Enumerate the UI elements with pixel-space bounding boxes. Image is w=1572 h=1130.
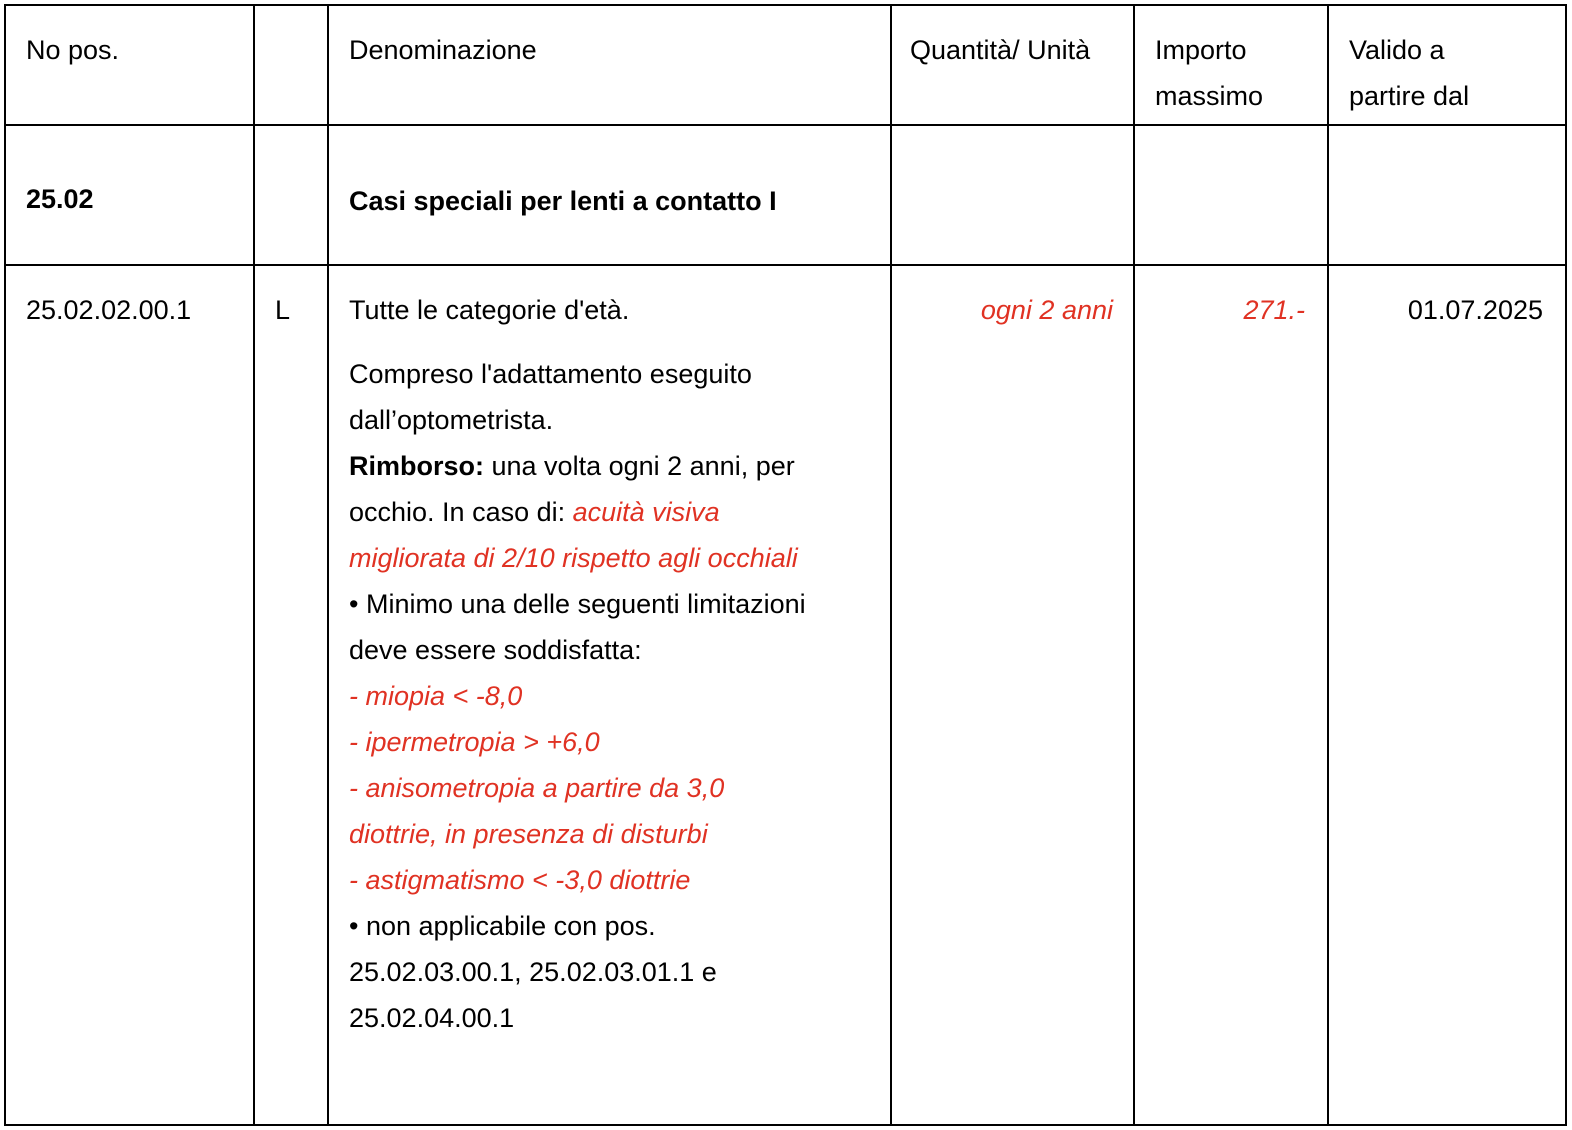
item-l: L [254, 265, 328, 1125]
desc-line-13: - astigmatismo < -3,0 diottrie [349, 865, 691, 895]
desc-rimborso [349, 443, 890, 489]
header-row [5, 5, 1566, 125]
section-valid [1328, 125, 1566, 265]
section-qty [891, 125, 1134, 265]
desc-line-8: deve essere soddisfatta: [349, 635, 642, 665]
section-amount [1134, 125, 1328, 265]
desc-line-7: • Minimo una delle seguenti limitazioni [349, 589, 806, 619]
desc-line-9: - miopia < -8,0 [349, 681, 523, 711]
header-l [254, 5, 328, 125]
header-pos: No pos. [5, 5, 254, 125]
section-row [5, 125, 1566, 265]
desc-line-14: • non applicabile con pos. [349, 911, 656, 941]
desc-line-10: - ipermetropia > +6,0 [349, 727, 600, 757]
desc-line-11: - anisometropia a partire da 3,0 [349, 773, 725, 803]
desc-line-5a: occhio. In caso di: [349, 497, 573, 527]
item-row [5, 265, 1566, 1125]
section-l [254, 125, 328, 265]
item-qty: ogni 2 anni [891, 265, 1134, 1125]
header-qty: Quantità/ Unità [891, 5, 1134, 125]
desc-line-15: 25.02.03.00.1, 25.02.03.01.1 e [349, 957, 717, 987]
rimborso-text: una volta ogni 2 anni, per [484, 451, 795, 481]
header-valid-line1: Valido a [1349, 35, 1445, 65]
desc-line-2: Compreso l'adattamento eseguito [349, 359, 752, 389]
item-amount: 271.- [1134, 265, 1328, 1125]
header-amount-line1: Importo [1155, 35, 1247, 65]
desc-line-12: diottrie, in presenza di disturbi [349, 819, 708, 849]
desc-line-1: Tutte le categorie d'età. [349, 295, 630, 325]
header-name: Denominazione [328, 5, 891, 125]
desc-line-5b: acuità visiva [572, 497, 720, 527]
header-valid [1328, 5, 1566, 125]
tariff-table [4, 4, 1567, 1126]
section-title: Casi speciali per lenti a contatto I [328, 125, 891, 265]
desc-line-5 [349, 489, 890, 535]
rimborso-label: Rimborso: [349, 451, 484, 481]
item-description [328, 265, 891, 1125]
desc-line-16: 25.02.04.00.1 [349, 1003, 515, 1033]
item-valid-date: 01.07.2025 [1328, 265, 1566, 1125]
item-pos: 25.02.02.00.1 [5, 265, 254, 1125]
desc-line-3: dall’optometrista. [349, 405, 554, 435]
desc-gap [349, 333, 890, 351]
header-valid-line2: partire dal [1349, 81, 1470, 111]
desc-line-6: migliorata di 2/10 rispetto agli occhiali [349, 543, 798, 573]
header-amount [1134, 5, 1328, 125]
header-amount-line2: massimo [1155, 81, 1264, 111]
section-pos: 25.02 [5, 125, 254, 265]
